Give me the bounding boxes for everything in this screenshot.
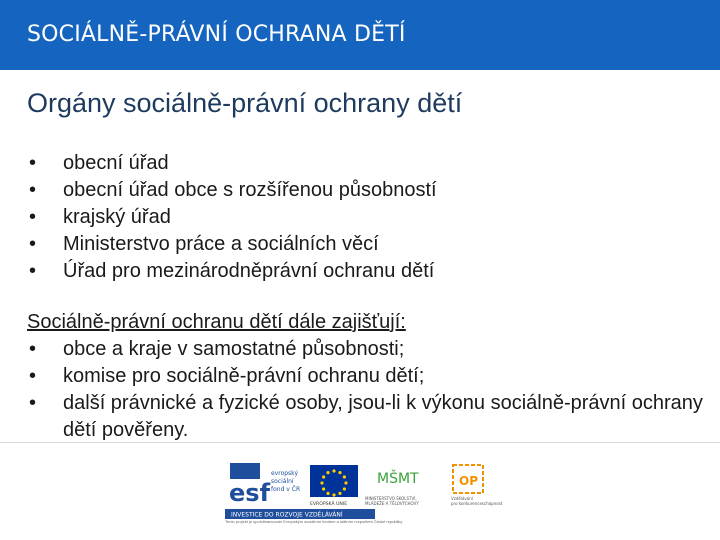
bullet-icon: • xyxy=(29,260,37,282)
bullet-icon: • xyxy=(29,152,37,174)
header-title: SOCIÁLNĚ-PRÁVNÍ OCHRANA DĚTÍ xyxy=(27,22,406,47)
divider xyxy=(0,442,720,443)
op-caption-2: pro konkurenceschopnost xyxy=(451,501,503,506)
list-item xyxy=(27,177,437,204)
list-item-text: Úřad pro mezinárodněprávní ochranu dětí xyxy=(63,260,435,282)
list-item xyxy=(27,231,437,258)
op-vk-logo xyxy=(451,465,503,506)
op-caption-1: Vzdělávání xyxy=(451,496,473,501)
investment-banner-text: INVESTICE DO ROZVOJE VZDĚLÁVÁNÍ xyxy=(231,511,343,519)
msmt-letters: MŠMT xyxy=(377,471,419,487)
list-item-text: krajský úřad xyxy=(63,206,171,228)
bullet-icon: • xyxy=(29,206,37,228)
others-title: Sociálně-právní ochranu dětí dále zajišťují: xyxy=(27,311,406,333)
funding-caption: Tento projekt je spolufinancován Evropským sociálním fondem a státním rozpočtem České republiky xyxy=(225,519,403,524)
list-item-text: Ministerstvo práce a sociálních věcí xyxy=(63,233,379,255)
bullet-icon: • xyxy=(29,338,37,360)
list-item xyxy=(27,204,437,231)
list-item-text: obce a kraje v samostatné působnosti; xyxy=(63,338,405,360)
esf-letters: esf xyxy=(229,479,271,507)
others-list xyxy=(27,336,713,444)
organs-list xyxy=(27,150,437,285)
op-letters: OP xyxy=(459,474,478,488)
bullet-icon: • xyxy=(29,233,37,255)
esf-text-1: evropský xyxy=(271,470,298,477)
list-item xyxy=(27,258,437,285)
header-bar xyxy=(0,0,720,70)
esf-text-2: sociální xyxy=(271,478,294,485)
list-item xyxy=(27,336,713,363)
esf-text-3: fond v ČR xyxy=(271,486,301,493)
eu-flag-logo xyxy=(310,465,358,507)
eu-caption: EVROPSKÁ UNIE xyxy=(310,502,348,507)
list-item-text: další právnické a fyzické osoby, jsou-li k výkonu sociálně-právní ochrany dětí pověřeny. xyxy=(63,392,703,441)
bullet-icon: • xyxy=(29,179,37,201)
bullet-icon: • xyxy=(29,392,37,414)
esf-logo-block xyxy=(230,463,260,479)
list-item xyxy=(27,390,713,444)
msmt-caption-1: MINISTERSTVO ŠKOLSTVÍ, xyxy=(365,496,417,501)
list-item xyxy=(27,363,713,390)
msmt-caption-2: MLÁDEŽE A TĚLOVÝCHOVY xyxy=(365,501,419,506)
list-item-text: obecní úřad obce s rozšířenou působností xyxy=(63,179,437,201)
esf-logo xyxy=(229,463,300,507)
list-item xyxy=(27,150,437,177)
bullet-icon: • xyxy=(29,365,37,387)
list-item-text: komise pro sociálně-právní ochranu dětí; xyxy=(63,365,425,387)
msmt-logo xyxy=(365,469,419,506)
list-item-text: obecní úřad xyxy=(63,152,169,174)
slide-heading: Orgány sociálně-právní ochrany dětí xyxy=(27,88,463,118)
